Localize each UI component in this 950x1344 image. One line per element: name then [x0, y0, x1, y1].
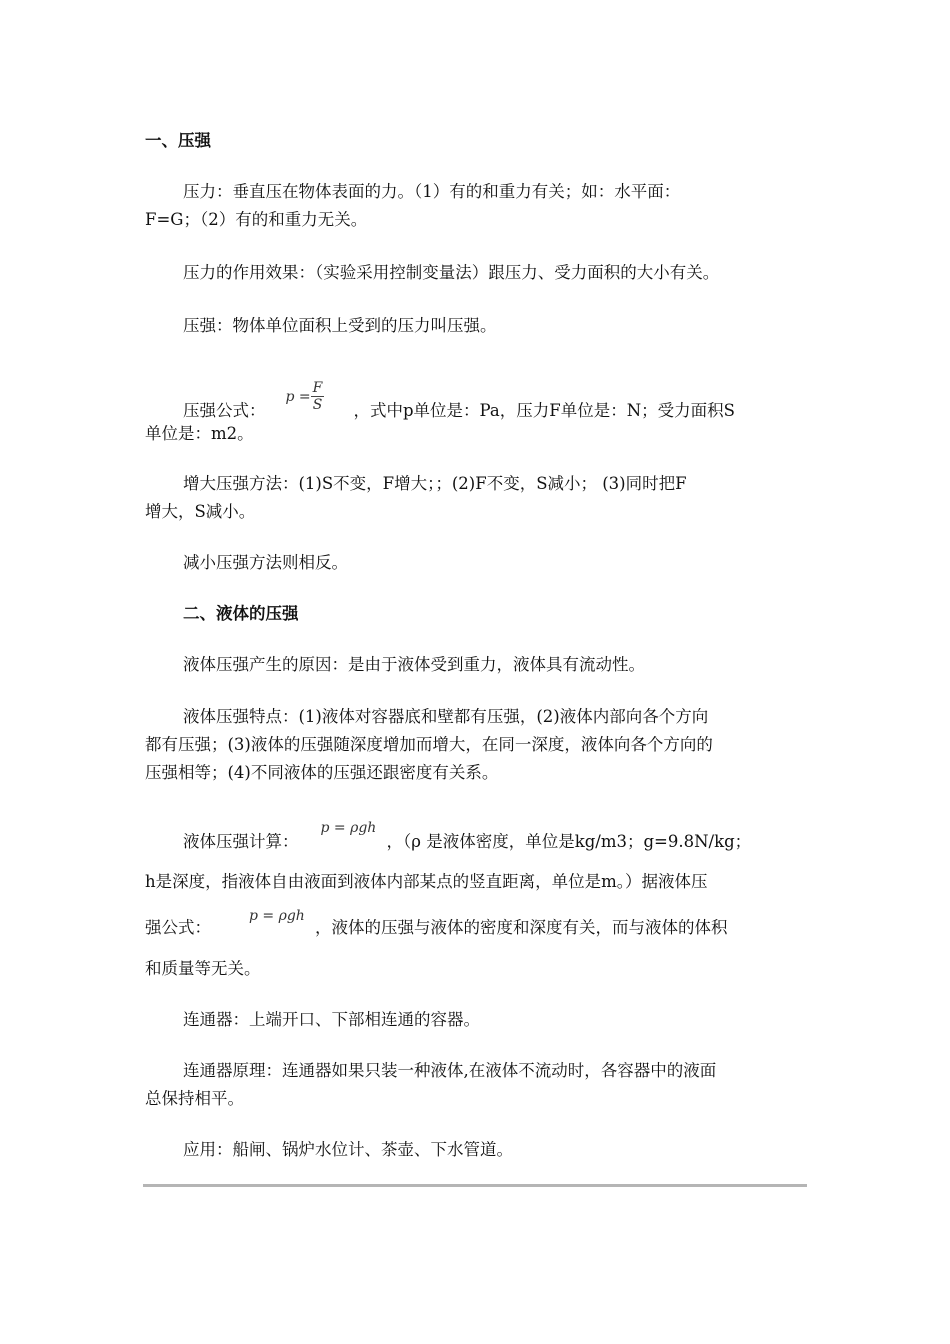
paragraph-pressure-force-line1: 压力：垂直压在物体表面的力。（1）有的和重力有关；如：水平面： — [183, 182, 681, 201]
liquid-pressure-formula-image: p = ρgh — [320, 820, 377, 836]
paragraph-liquid-pressure-cause: 液体压强产生的原因：是由于液体受到重力，液体具有流动性。 — [183, 655, 645, 674]
paragraph-increase-pressure-line2: 增大，S减小。 — [145, 502, 256, 521]
paragraph-liquid-pressure-features-line2: 都有压强；(3)液体的压强随深度增加而增大，在同一深度，液体向各个方向的 — [145, 735, 713, 754]
paragraph-increase-pressure-line1: 增大压强方法：(1)S不变，F增大；；(2)F不变，S减小； (3)同时把F — [183, 474, 687, 493]
formula-label: 压强公式： — [183, 401, 266, 420]
formula-lhs: p = — [285, 389, 311, 405]
paragraph-liquid-pressure-calc-line1 — [145, 820, 848, 856]
section-heading-liquid-pressure: 二、液体的压强 — [183, 604, 299, 623]
paragraph-communicating-principle-line1: 连通器原理：连通器如果只装一种液体,在液体不流动时，各容器中的液面 — [183, 1061, 717, 1080]
paragraph-applications: 应用：船闸、锅炉水位计、茶壶、下水管道。 — [183, 1140, 513, 1159]
paragraph-liquid-pressure-calc-line3 — [145, 908, 810, 942]
formula-numerator: F — [312, 380, 323, 396]
paragraph-pressure-formula-line2: 单位是：m2。 — [145, 424, 254, 443]
pressure-formula-image — [286, 380, 346, 413]
calc-line3-text: ，液体的压强与液体的密度和深度有关，而与液体的体积 — [315, 918, 728, 937]
paragraph-liquid-pressure-calc-line4: 和质量等无关。 — [145, 959, 261, 978]
paragraph-pressure-effect: 压力的作用效果：（实验采用控制变量法）跟压力、受力面积的大小有关。 — [183, 263, 720, 282]
formula-units: ，式中p单位是：Pa，压力F单位是：N；受力面积S — [353, 401, 735, 420]
paragraph-communicating-vessel: 连通器：上端开口、下部相连通的容器。 — [183, 1010, 480, 1029]
horizontal-divider — [143, 1184, 807, 1187]
paragraph-liquid-pressure-calc-line2: h是深度，指液体自由液面到液体内部某点的竖直距离，单位是m。）据液体压 — [145, 872, 708, 891]
paragraph-decrease-pressure: 减小压强方法则相反。 — [183, 553, 348, 572]
paragraph-pressure-definition: 压强：物体单位面积上受到的压力叫压强。 — [183, 316, 497, 335]
section-heading-pressure: 一、压强 — [145, 131, 211, 150]
paragraph-pressure-force-line2: F=G；（2）有的和重力无关。 — [145, 210, 368, 229]
formula-fraction — [311, 380, 325, 413]
liquid-pressure-formula-image-2: p = ρgh — [249, 908, 305, 924]
calc-label: 液体压强计算： — [183, 832, 299, 851]
calc-line3-label: 强公式： — [145, 918, 211, 937]
calc-units: ，（ρ 是液体密度，单位是kg/m3；g=9.8N/kg； — [386, 832, 752, 851]
paragraph-liquid-pressure-features-line3: 压强相等；(4)不同液体的压强还跟密度有关系。 — [145, 763, 499, 782]
paragraph-communicating-principle-line2: 总保持相平。 — [145, 1089, 244, 1108]
paragraph-liquid-pressure-features-line1: 液体压强特点：(1)液体对容器底和壁都有压强，(2)液体内部向各个方向 — [183, 707, 709, 726]
formula-denominator: S — [312, 397, 323, 413]
